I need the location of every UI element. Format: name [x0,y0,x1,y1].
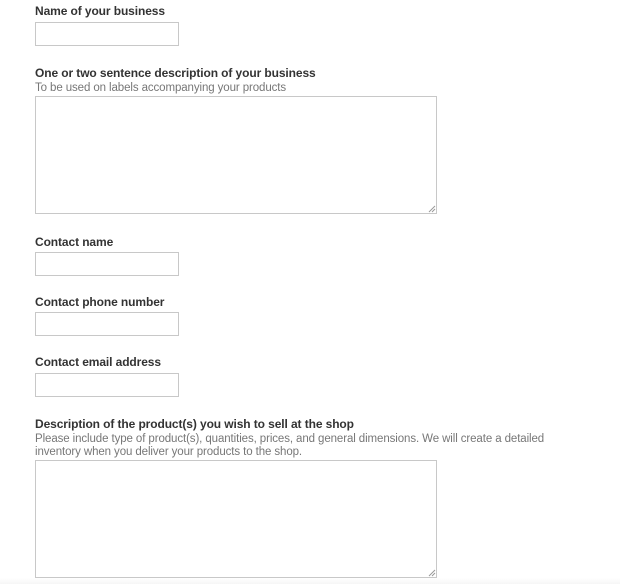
business-description-textarea[interactable] [35,96,437,214]
contact-phone-label: Contact phone number [35,295,165,309]
contact-name-input[interactable] [35,252,179,276]
contact-name-label: Contact name [35,235,114,249]
resize-grip-icon[interactable] [428,205,436,213]
product-description-field [35,417,595,459]
contact-phone-field [35,295,595,309]
business-description-help: To be used on labels accompanying your products [35,82,287,94]
business-name-field [35,4,595,18]
contact-email-input[interactable] [35,373,179,397]
product-description-help-line-1: Please include type of product(s), quantities, prices, and general dimensions. We will create a detailed [35,433,545,445]
product-description-label: Description of the product(s) you wish to sell at the shop [35,417,354,431]
product-description-help-line-2: inventory when you deliver your products to the shop. [35,446,303,458]
business-name-input[interactable] [35,22,179,46]
bottom-fade [0,578,620,584]
contact-email-field [35,355,595,369]
business-name-label: Name of your business [35,4,165,18]
contact-phone-input[interactable] [35,312,179,336]
business-description-label: One or two sentence description of your business [35,66,316,80]
business-description-field [35,66,595,95]
contact-email-label: Contact email address [35,355,161,369]
product-description-textarea[interactable] [35,460,437,578]
resize-grip-icon[interactable] [428,569,436,577]
contact-name-field [35,235,595,249]
